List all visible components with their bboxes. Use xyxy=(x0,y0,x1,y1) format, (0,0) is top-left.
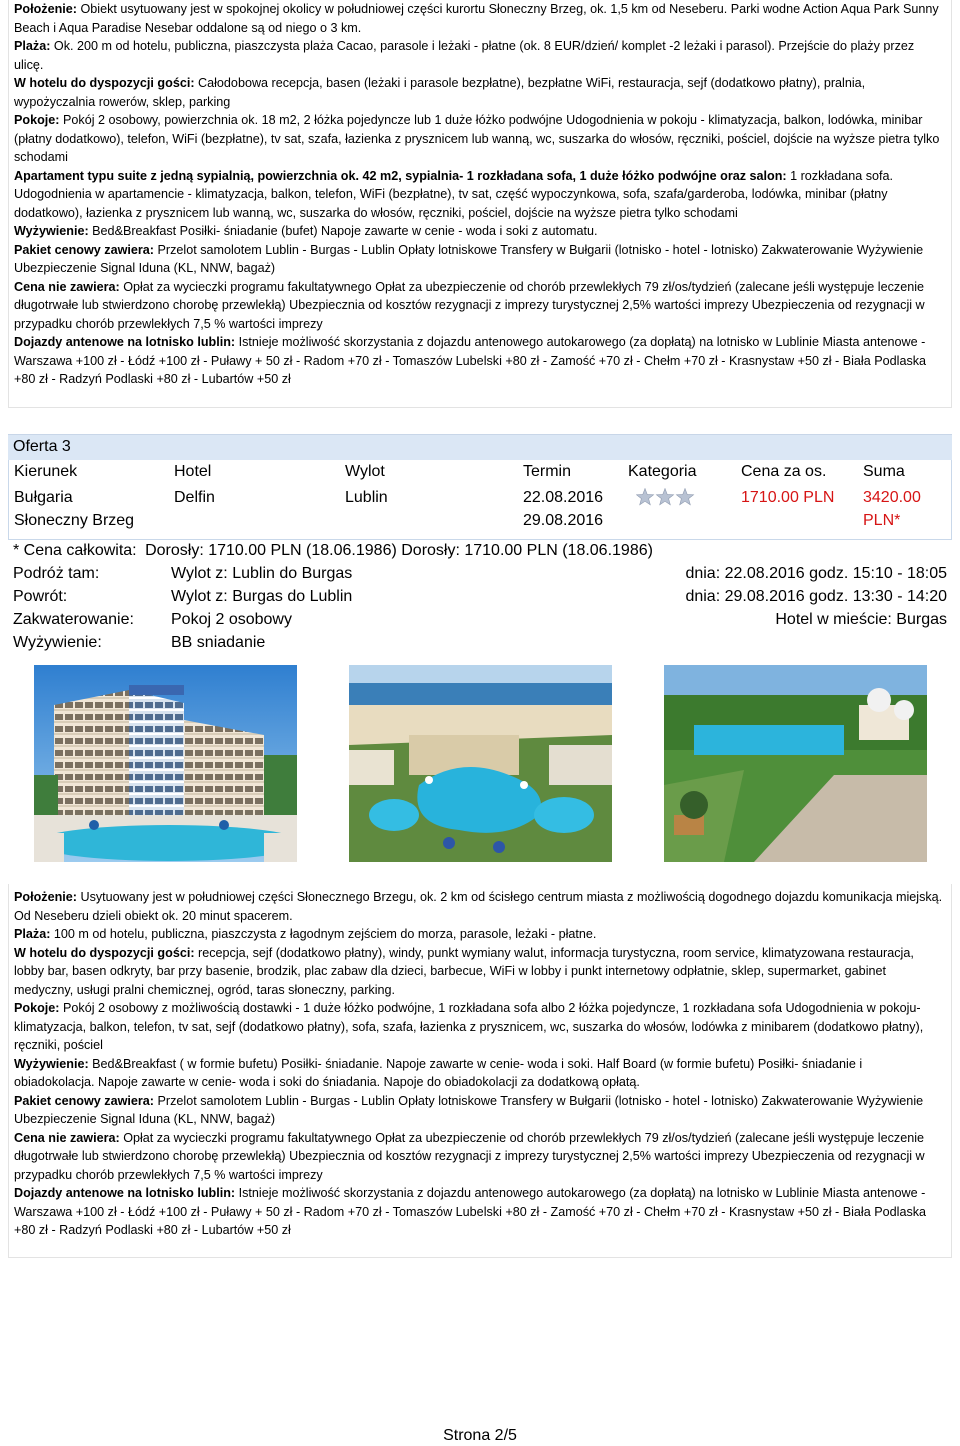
termin-end: 29.08.2016 xyxy=(523,512,604,529)
zakwaterowanie-value: Pokoj 2 osobowy xyxy=(171,611,292,628)
powrot-date: dnia: 29.08.2016 godz. 13:30 - 14:20 xyxy=(685,588,947,605)
text: Pokój 2 osobowy z możliwością dostawki - 1 duże łóżko podwójne, 1 rozkładana sofa albo 2 łóżka pojedyncze, 1 rozkładana sofa Udogodnienia w pokoju- klimatyzacja, balkon, telefon, tv sat, sejf (dodatkowo płatny), sofa, szafa, łazienka z prysznicem, wc, suszarka do włosów, lodówka z minibarem (dodatkowo płatny), ręczniki, pościel xyxy=(14,1001,924,1052)
cell-suma xyxy=(863,486,921,532)
podroz-value: Wylot z: Lublin do Burgas xyxy=(171,565,353,582)
hotel-photo-aerial xyxy=(349,665,612,862)
label: Plaża: xyxy=(14,927,51,941)
cell-termin xyxy=(523,486,603,532)
desc1-pakiet xyxy=(14,241,945,278)
label: Położenie: xyxy=(14,890,77,904)
label: Apartament typu suite z jedną sypialnią, powierzchnia ok. 42 m2, sypialnia- 1 rozkładana sofa, 1 duże łóżko podwójne oraz salon: xyxy=(14,168,787,183)
header-suma: Suma xyxy=(863,463,905,480)
text: Ok. 200 m od hotelu, publiczna, piaszczysta plaża Cacao, parasole i leżaki - płatne (ok. 8 EUR/dzień/ komplet -2 leżaki i parasol). Przejście do plaży przez ulicę. xyxy=(14,39,915,72)
desc1-cena-nie-zawiera xyxy=(14,278,945,334)
text: Bed&Breakfast ( w formie bufetu) Posiłki- śniadanie. Napoje zawarte w cenie- woda i soki. Half Board (w formie bufetu) Posiłki- śniadanie i obiadokolacja. Napoje zawarte w cenie- woda i soki do śniadania. Napoje do obiadokolacji za dodatkową opłatą. xyxy=(14,1056,863,1089)
star-icon xyxy=(676,489,693,505)
powrot-value: Wylot z: Burgas do Lublin xyxy=(171,588,353,605)
desc1-plaza xyxy=(14,37,945,74)
powrot-label: Powrót: xyxy=(13,588,68,605)
label: Wyżywienie: xyxy=(14,1056,89,1071)
hotel-description-box-2 xyxy=(8,884,952,1258)
label: Cena nie zawiera: xyxy=(14,279,120,294)
label: Pokoje: xyxy=(14,113,60,127)
desc1-dojazdy xyxy=(14,333,945,389)
text: 100 m od hotelu, publiczna, piaszczysta z łagodnym zejściem do morza, parasole, leżaki - płatne. xyxy=(50,927,597,941)
hotel-miasto: Hotel w mieście: Burgas xyxy=(775,611,947,628)
star-icon xyxy=(656,489,673,505)
zakwaterowanie-label: Zakwaterowanie: xyxy=(13,611,134,628)
desc2-pokoje xyxy=(14,999,945,1055)
cena-calkowita-label: * Cena całkowita: xyxy=(13,542,137,559)
header-kategoria: Kategoria xyxy=(628,463,697,480)
podroz-label: Podróż tam: xyxy=(13,565,100,582)
text: Bed&Breakfast Posiłki- śniadanie (bufet) Napoje zawarte w cenie - woda i soki z automatu. xyxy=(88,224,598,238)
label: Dojazdy antenowe na lotnisko lublin: xyxy=(14,335,236,349)
page-number: Strona 2/5 xyxy=(443,1427,517,1444)
header-termin: Termin xyxy=(523,463,572,480)
header-kierunek: Kierunek xyxy=(14,463,78,480)
cell-wylot: Lublin xyxy=(345,489,388,506)
label: Wyżywienie: xyxy=(14,224,89,238)
text: Usytuowany jest w południowej części Słonecznego Brzegu, ok. 2 km od ścisłego centrum miasta z możliwością dogodnego dojazdu komunikacja miejską. Od Neseberu dzieli obiekt ok. 20 minut spacerem. xyxy=(14,890,943,923)
label: Położenie: xyxy=(14,2,77,16)
desc1-wyzywienie xyxy=(14,222,945,241)
text: Całodobowa recepcja, basen (leżaki i parasole bezpłatne), bezpłatne WiFi, restauracja, sejf (dodatkowo płatny), pralnia, wypożyczalnia rowerów, sklep, parking xyxy=(14,76,866,109)
desc1-w-hotelu xyxy=(14,74,945,111)
label: Plaża: xyxy=(14,39,51,53)
description-text-1 xyxy=(9,0,951,389)
desc1-apartament xyxy=(14,167,945,223)
label: W hotelu do dyspozycji gości: xyxy=(14,945,195,960)
text: Istnieje możliwość skorzystania z dojazdu antenowego autokarowego (za dopłatą) na lotnisko w Lublinie Miasta antenowe - Warszawa +100 zł - Łódź +100 zł - Puławy + 50 zł - Radom +70 zł - Tomaszów Lubelski +80 zł - Zamość +70 zł - Chełm +70 zł - Krasnystaw +50 zł - Biała Podlaska +80 zł - Radzyń Podlaski +80 zł - Lubartów +50 zł xyxy=(14,1186,927,1237)
desc2-pakiet xyxy=(14,1092,945,1129)
suma-value: 3420.00 xyxy=(863,489,921,506)
description-text-2 xyxy=(9,884,951,1240)
hotel-description-box-1 xyxy=(8,0,952,408)
wyzywienie-label: Wyżywienie: xyxy=(13,634,102,651)
desc2-polozenie xyxy=(14,888,945,925)
label: W hotelu do dyspozycji gości: xyxy=(14,76,195,90)
desc2-w-hotelu xyxy=(14,944,945,1000)
label: Pakiet cenowy zawiera: xyxy=(14,242,154,257)
label: Cena nie zawiera: xyxy=(14,1130,120,1145)
text: Opłat za wycieczki programu fakultatywnego Opłat za ubezpieczenie od chorób przewlekłych 79 zł/os/tydzień (zalecane jeśli występuje leczenie długotrwałe lub stwierdzono chorobę przewlekłą) Ubezpiecznia od kosztów rezygnacji z imprezy turystycznej 2,5% wartości imprezy Ubezpieczenia od rezygnacji w przypadku chorób przewlekłych 7,5 % wartości imprezy xyxy=(14,279,925,331)
text: 1 rozkładana sofa. Udogodnienia w apartamencie - klimatyzacja, balkon, telefon, WiFi (bezpłatne), tv sat, część wypoczynkowa, sofa, szafa/garderoba, lodówka, minibar (płatny dodatkowo), łazienka z prysznicem lub wanną, wc, suszarka do włosów, ręczniki, pościel, dojście na wyższe pietra tylko schodami xyxy=(14,168,894,220)
text: Obiekt usytuowany jest w spokojnej okolicy w południowej części kurortu Słoneczny Brzeg, ok. 1,5 km od Neseberu. Parki wodne Action Aqua Park Sunny Beach i Aqua Paradise Nesebar oddalone są od niego o 3 km. xyxy=(14,2,939,35)
text: Przelot samolotem Lublin - Burgas - Lublin Opłaty lotniskowe Transfery w Bułgarii (lotnisko - hotel - lotnisko) Zakwaterowanie Wyżywienie Ubezpieczenie Signal Iduna (KL, NNW, bagaż) xyxy=(14,1093,924,1126)
header-cena: Cena za os. xyxy=(741,463,827,480)
category-stars xyxy=(636,488,696,506)
suma-currency: PLN* xyxy=(863,512,901,529)
cena-calkowita xyxy=(13,539,653,562)
desc2-dojazdy xyxy=(14,1184,945,1240)
text: Istnieje możliwość skorzystania z dojazdu antenowego autokarowego (za dopłatą) na lotnisko w Lublinie Miasta antenowe - Warszawa +100 zł - Łódź +100 zł - Puławy + 50 zł - Radom +70 zł - Tomaszów Lubelski +80 zł - Zamość +70 zł - Chełm +70 zł - Krasnystaw +50 zł - Biała Podlaska +80 zł - Radzyń Podlaski +80 zł - Lubartów +50 zł xyxy=(14,335,927,386)
cena-calkowita-value: Dorosły: 1710.00 PLN (18.06.1986) Dorosły: 1710.00 PLN (18.06.1986) xyxy=(145,542,653,559)
label: Pokoje: xyxy=(14,1001,60,1015)
offer-title: Oferta 3 xyxy=(8,434,952,460)
text: Pokój 2 osobowy, powierzchnia ok. 18 m2, 2 łóżka pojedyncze lub 1 duże łóżko podwójne Udogodnienia w pokoju - klimatyzacja, balkon, lodówka, minibar (płatny dodatkowo), telefon, WiFi (bezpłatne), tv sat, szafa, łazienka z prysznicem lub wanną, wc, suszarka do włosów, ręczniki, pościel, dojście na wyższe pietra tylko schodami xyxy=(14,113,940,164)
offer-table xyxy=(8,460,952,540)
star-icon xyxy=(636,489,653,505)
label: Pakiet cenowy zawiera: xyxy=(14,1093,154,1108)
podroz-date: dnia: 22.08.2016 godz. 15:10 - 18:05 xyxy=(685,565,947,582)
header-hotel: Hotel xyxy=(174,463,212,480)
label: Dojazdy antenowe na lotnisko lublin: xyxy=(14,1186,236,1200)
header-wylot: Wylot xyxy=(345,463,385,480)
cell-hotel: Delfin xyxy=(174,489,215,506)
text: Przelot samolotem Lublin - Burgas - Lublin Opłaty lotniskowe Transfery w Bułgarii (lotnisko - hotel - lotnisko) Zakwaterowanie Wyżywienie Ubezpieczenie Signal Iduna (KL, NNW, bagaż) xyxy=(14,242,924,275)
desc2-plaza xyxy=(14,925,945,944)
text: recepcja, sejf (dodatkowo płatny), windy, punkt wymiany walut, informacja turystyczna, room service, klimatyzowana restauracja, lobby bar, basen odkryty, bar przy basenie, brodzik, plac zabaw dla dzieci, barbecue, WiFi w lobby i punkt internetowy odpłatnie, sklep, supermarket, gabinet medyczny, usługi pralni chemicznej, ogród, taras słoneczny, parking. xyxy=(14,945,914,997)
desc1-pokoje xyxy=(14,111,945,167)
termin-start: 22.08.2016 xyxy=(523,489,604,506)
desc2-wyzywienie xyxy=(14,1055,945,1092)
cell-cena: 1710.00 PLN xyxy=(741,489,835,506)
hotel-photo-building xyxy=(34,665,297,862)
cell-kierunek xyxy=(14,486,134,532)
kierunek-country: Bułgaria xyxy=(14,489,73,506)
hotel-photo-pool-garden xyxy=(664,665,927,862)
kierunek-city: Słoneczny Brzeg xyxy=(14,512,135,529)
text: Opłat za wycieczki programu fakultatywnego Opłat za ubezpieczenie od chorób przewlekłych 79 zł/os/tydzień (zalecane jeśli występuje leczenie długotrwałe lub stwierdzono chorobę przewlekłą) Ubezpiecznia od kosztów rezygnacji z imprezy turystycznej 2,5% wartości imprezy Ubezpieczenia od rezygnacji w przypadku chorób przewlekłych 7,5 % wartości imprezy xyxy=(14,1130,925,1182)
desc1-polozenie xyxy=(14,0,945,37)
desc2-cena-nie-zawiera xyxy=(14,1129,945,1185)
wyzywienie-value: BB sniadanie xyxy=(171,634,266,651)
